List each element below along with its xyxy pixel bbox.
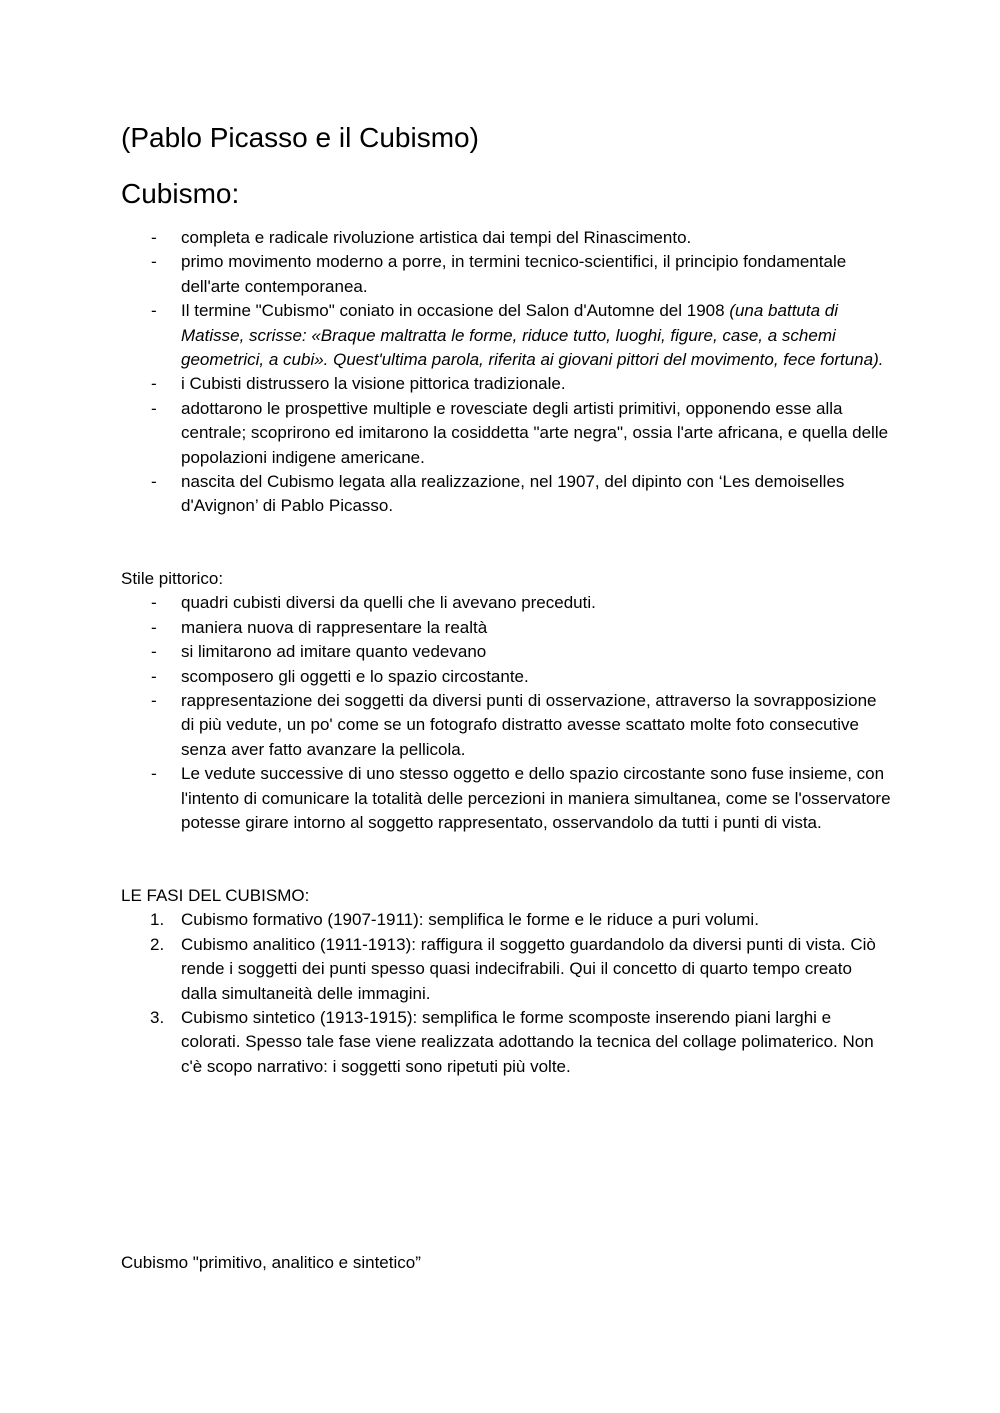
phases-section xyxy=(121,884,891,1079)
list-item-text: Cubismo formativo (1907-1911): semplifica le forme e le riduce a puri volumi. xyxy=(181,910,759,930)
list-item-text: primo movimento moderno a porre, in termini tecnico-scientifici, il principio fondamentale dell'arte contemporanea. xyxy=(181,252,847,296)
dash-marker: - xyxy=(151,666,157,686)
dash-marker: - xyxy=(151,472,157,492)
dash-marker: - xyxy=(151,301,157,321)
list-item xyxy=(121,591,891,615)
phases-list xyxy=(121,908,891,1079)
dash-marker: - xyxy=(151,228,157,247)
list-item xyxy=(121,616,891,640)
dash-marker: - xyxy=(151,593,157,613)
list-item xyxy=(121,908,891,932)
phases-section-label: LE FASI DEL CUBISMO: xyxy=(121,886,310,905)
section-heading-cubismo: Cubismo: xyxy=(121,178,240,209)
list-item-text: scomposero gli oggetti e lo spazio circostante. xyxy=(181,666,529,686)
dash-marker: - xyxy=(151,617,157,637)
list-item-text: Cubismo analitico (1911-1913): raffigura il soggetto guardandolo da diversi punti di vista. Ciò rende i soggetti dei punti spesso quasi indecifrabili. Qui il concetto di quarto tempo creato dalla simultaneità delle immagini. xyxy=(181,934,876,1003)
dash-marker: - xyxy=(151,374,157,394)
list-item xyxy=(121,250,891,299)
footer-note: Cubismo "primitivo, analitico e sintetico” xyxy=(121,1253,421,1272)
list-item-text: Le vedute successive di uno stesso oggetto e dello spazio circostante sono fuse insieme, con l'intento di comunicare la totalità delle percezioni in maniera simultanea, come se l'osservatore potesse girare intorno al soggetto rappresentato, osservandolo da tutti i punti di vista. xyxy=(181,764,891,833)
intro-list xyxy=(121,226,891,519)
list-item-text: adottarono le prospettive multiple e rovesciate degli artisti primitivi, opponendo esse alla centrale; scoprirono ed imitarono la cosiddetta "arte negra", ossia l'arte africana, e quella delle popolazioni indigene americane. xyxy=(181,398,889,467)
list-item xyxy=(121,470,891,519)
list-item-text: i Cubisti distrussero la visione pittorica tradizionale. xyxy=(181,374,566,394)
dash-marker: - xyxy=(151,398,157,418)
dash-marker: - xyxy=(151,764,157,784)
list-item xyxy=(121,933,891,1006)
list-item-text: si limitarono ad imitare quanto vedevano xyxy=(181,642,487,662)
footer-note-block xyxy=(121,1251,891,1275)
style-list xyxy=(121,591,891,835)
list-item-text: Il termine "Cubismo" coniato in occasione del Salon d'Automne del 1908 xyxy=(181,301,730,321)
style-section xyxy=(121,567,891,835)
number-marker: 3. xyxy=(150,1008,165,1028)
list-item xyxy=(121,226,891,250)
intro-list-block xyxy=(121,226,891,519)
dash-marker: - xyxy=(151,691,157,711)
list-item xyxy=(121,762,891,835)
list-item-text: nascita del Cubismo legata alla realizzazione, nel 1907, del dipinto con ‘Les demoiselles d'Avignon’ di Pablo Picasso. xyxy=(181,472,845,516)
number-marker: 1. xyxy=(150,910,165,930)
list-item xyxy=(121,665,891,689)
list-item xyxy=(121,689,891,762)
dash-marker: - xyxy=(151,252,157,272)
list-item-text: Cubismo sintetico (1913-1915): semplifica le forme scomposte inserendo piani larghi e colorati. Spesso tale fase viene realizzata adottando la tecnica del collage polimaterico. Non c'è scopo narrativo: i soggetti sono ripetuti più volte. xyxy=(181,1008,874,1076)
list-item xyxy=(121,372,891,396)
dash-marker: - xyxy=(151,642,157,662)
list-item-text: rappresentazione dei soggetti da diversi punti di osservazione, attraverso la sovrapposizione di più vedute, un po' come se un fotografo distratto avesse scattato molte foto consecutive senza aver fatto avanzare la pellicola. xyxy=(181,691,877,759)
list-item xyxy=(121,397,891,470)
list-item-text: maniera nuova di rappresentare la realtà xyxy=(181,617,488,637)
list-item xyxy=(121,299,891,372)
document-title: (Pablo Picasso e il Cubismo) xyxy=(121,122,479,153)
number-marker: 2. xyxy=(150,934,165,954)
list-item-text: completa e radicale rivoluzione artistica dai tempi del Rinascimento. xyxy=(181,228,692,247)
style-section-label: Stile pittorico: xyxy=(121,569,224,588)
list-item-text: quadri cubisti diversi da quelli che li avevano preceduti. xyxy=(181,593,596,613)
list-item xyxy=(121,1006,891,1079)
list-item xyxy=(121,640,891,664)
matisse-quote: (una battuta di Matisse, scrisse: «Braque maltratta le forme, riduce tutto, luoghi, figure, case, a schemi geometrici, a cubi». Quest'ultima parola, riferita ai giovani pittori del movimento, fece fortuna). xyxy=(181,301,884,370)
